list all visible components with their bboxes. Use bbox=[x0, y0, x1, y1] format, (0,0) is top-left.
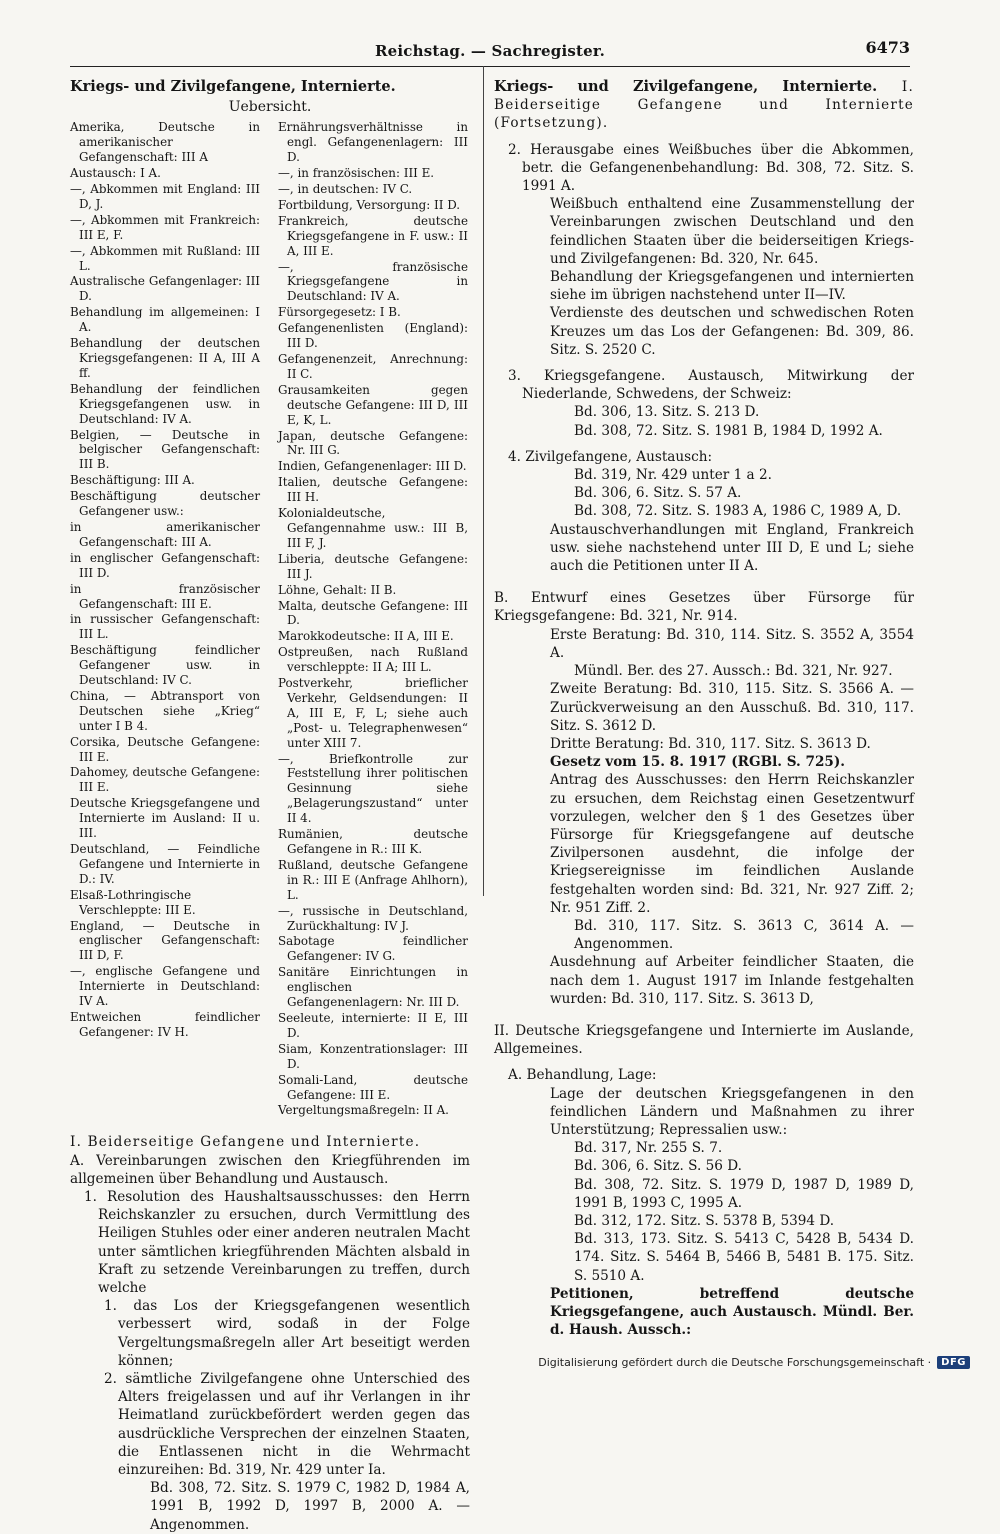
overview-entry: —, Abkommen mit England: III D, J. bbox=[70, 182, 260, 211]
index-entry: A. Vereinbarungen zwischen den Kriegführenden im allgemeinen über Behandlung und Austausch. bbox=[70, 1152, 470, 1187]
index-entry: Dritte Beratung: Bd. 310, 117. Sitz. S. 3613 D. bbox=[550, 735, 871, 752]
overview-entry: Dahomey, deutsche Gefangene: III E. bbox=[70, 765, 260, 795]
index-entry: 1. das Los der Kriegsgefangenen wesentlich verbessert wird, sodaß in der Folge Vergeltungsmaßregeln aller Art beseitigt werden können; bbox=[104, 1298, 470, 1369]
overview-entry: China, — Abtransport von Deutschen siehe „Krieg“ unter I B 4. bbox=[70, 688, 260, 733]
index-entry: Bd. 306, 6. Sitz. S. 56 D. bbox=[574, 1158, 742, 1175]
overview-entry: —, in deutschen: IV C. bbox=[278, 182, 413, 197]
index-entry: 2. Herausgabe eines Weißbuches über die Abkommen, betr. die Gefangenenbehandlung: Bd. 308, 72. Sitz. S. 1991 A. bbox=[508, 141, 914, 195]
index-entry: 1. Resolution des Haushaltsausschusses: den Herrn Reichskanzler zu ersuchen, durch Vermittlung des Heiligen Stuhles oder einer anderen neutralen Macht unter sämtlichen kriegführenden Mächten alsbald in Kraft zu setzende Vereinbarungen zu treffen, durch welche bbox=[84, 1188, 470, 1296]
right-column bbox=[494, 78, 914, 1339]
index-entry: Antrag des Ausschusses: den Herrn Reichskanzler zu ersuchen, dem Reichstag einen Gesetzentwurf vorzulegen, welcher den § 1 des Gesetzes über Fürsorge für Kriegsgefangene auf deutsche Zivilpersonen ausdehnt, die infolge der Kriegsereignisse im feindlichen Auslande festgehalten worden sind: Bd. 321, Nr. 927 Ziff. 2; Nr. 951 Ziff. 2. bbox=[550, 772, 914, 916]
continued-heading-bold: Kriegs- und Zivilgefangene, Internierte. bbox=[494, 78, 878, 95]
overview-entry: Marokkodeutsche: II A, III E. bbox=[278, 629, 454, 644]
overview-index bbox=[70, 120, 470, 1119]
overview-entry: Deutsche Kriegsgefangene und Internierte im Ausland: II u. III. bbox=[70, 796, 260, 841]
overview-entry: Indien, Gefangenenlager: III D. bbox=[278, 459, 467, 474]
overview-entry: Ernährungsverhältnisse in engl. Gefangenenlagern: III D. bbox=[278, 120, 468, 165]
index-entry: Ausdehnung auf Arbeiter feindlicher Staaten, die nach dem 1. August 1917 im Inlande festgehalten wurden: Bd. 310, 117. Sitz. S. 3613 D, bbox=[550, 954, 914, 1007]
index-entry: Weißbuch enthaltend eine Zusammenstellung der Vereinbarungen zwischen Deutschland und den feindlichen Staaten über die beiderseitigen Kriegs- und Zivilgefangenen: Bd. 320, Nr. 645. bbox=[550, 196, 914, 267]
index-entry: Bd. 308, 72. Sitz. S. 1979 D, 1987 D, 1989 D, 1991 B, 1993 C, 1995 A. bbox=[574, 1176, 914, 1211]
continued-heading bbox=[494, 78, 914, 133]
overview-entry: Behandlung der feindlichen Kriegsgefangenen usw. in Deutschland: IV A. bbox=[70, 381, 260, 426]
page-header bbox=[70, 34, 910, 64]
continued-heading-rest: I. Beiderseitige Gefangene und Internierte (Fortsetzung). bbox=[494, 79, 914, 132]
left-body bbox=[70, 1133, 470, 1533]
index-entry: Bd. 306, 13. Sitz. S. 213 D. bbox=[574, 404, 760, 421]
index-entry: Zweite Beratung: Bd. 310, 115. Sitz. S. 3566 A. — Zurückverweisung an den Ausschuß. Bd. 310, 117. Sitz. S. 3612 D. bbox=[550, 681, 914, 734]
index-entry: A. Behandlung, Lage: bbox=[508, 1067, 657, 1084]
right-body bbox=[494, 141, 914, 1340]
index-entry: Bd. 319, Nr. 429 unter 1 a 2. bbox=[574, 467, 772, 484]
overview-entry: Sanitäre Einrichtungen in englischen Gefangenenlagern: Nr. III D. bbox=[278, 965, 468, 1010]
overview-entry: Gefangenenzeit, Anrechnung: II C. bbox=[278, 352, 468, 381]
overview-entry: Austausch: I A. bbox=[70, 166, 161, 181]
overview-entry: Gefangenenlisten (England): III D. bbox=[278, 321, 468, 351]
overview-entry: Sabotage feindlicher Gefangener: IV G. bbox=[278, 934, 468, 964]
overview-entry: Rumänien, deutsche Gefangene in R.: III K. bbox=[278, 827, 468, 856]
overview-entry: Behandlung im allgemeinen: I A. bbox=[70, 305, 260, 335]
overview-entry: Behandlung der deutschen Kriegsgefangenen: II A, III A ff. bbox=[70, 336, 260, 380]
index-entry: Bd. 312, 172. Sitz. S. 5378 B, 5394 D. bbox=[574, 1212, 835, 1229]
overview-entry: Beschäftigung deutscher Gefangener usw.: bbox=[70, 489, 260, 519]
overview-entry: Amerika, Deutsche in amerikanischer Gefangenschaft: III A bbox=[70, 120, 260, 165]
overview-entry: Entweichen feindlicher Gefangener: IV H. bbox=[70, 1009, 260, 1039]
footer-credit bbox=[538, 1356, 970, 1369]
index-entry: I. Beiderseitige Gefangene und Internierte. bbox=[70, 1134, 421, 1151]
overview-entry: —, Abkommen mit Rußland: III L. bbox=[70, 243, 260, 273]
overview-entry: Liberia, deutsche Gefangene: III J. bbox=[278, 551, 468, 581]
index-entry: 4. Zivilgefangene, Austausch: bbox=[508, 448, 713, 465]
overview-entry: —, Abkommen mit Frankreich: III E, F. bbox=[70, 212, 260, 242]
index-entry: Mündl. Ber. des 27. Aussch.: Bd. 321, Nr. 927. bbox=[574, 663, 893, 680]
index-entry: Lage der deutschen Kriegsgefangenen in den feindlichen Ländern und Maßnahmen zu ihrer Unterstützung; Repressalien usw.: bbox=[550, 1085, 914, 1138]
index-entry: Bd. 308, 72. Sitz. S. 1981 B, 1984 D, 1992 A. bbox=[574, 422, 883, 439]
index-entry: II. Deutsche Kriegsgefangene und Internierte im Auslande, Allgemeines. bbox=[494, 1022, 914, 1058]
index-entry: Bd. 306, 6. Sitz. S. 57 A. bbox=[574, 485, 742, 502]
overview-entry: Beschäftigung: III A. bbox=[70, 473, 195, 488]
overview-entry: Belgien, — Deutsche in belgischer Gefangenschaft: III B. bbox=[70, 427, 260, 472]
column-divider bbox=[483, 66, 484, 896]
index-entry: Bd. 317, Nr. 255 S. 7. bbox=[574, 1140, 723, 1157]
overview-entry: Italien, deutsche Gefangene: III H. bbox=[278, 475, 468, 505]
overview-entry: in amerikanischer Gefangenschaft: III A. bbox=[70, 519, 260, 549]
overview-entry: in russischer Gefangenschaft: III L. bbox=[70, 612, 260, 642]
index-entry: Bd. 308, 72. Sitz. S. 1983 A, 1986 C, 1989 A, D. bbox=[574, 503, 902, 520]
overview-entry: Ostpreußen, nach Rußland verschleppte: II A; III L. bbox=[278, 645, 468, 675]
index-entry: Bd. 313, 173. Sitz. S. 5413 C, 5428 B, 5434 D. 174. Sitz. S. 5464 B, 5466 B, 5481 B. 175. Sitz. S. 5510 A. bbox=[574, 1231, 914, 1284]
overview-entry: Malta, deutsche Gefangene: III D. bbox=[278, 598, 468, 628]
index-entry: 3. Kriegsgefangene. Austausch, Mitwirkung der Niederlande, Schwedens, der Schweiz: bbox=[508, 368, 914, 403]
index-entry: Erste Beratung: Bd. 310, 114. Sitz. S. 3552 A, 3554 A. bbox=[550, 626, 914, 661]
overview-entry: in französischer Gefangenschaft: III E. bbox=[70, 581, 260, 611]
overview-entry: —, Briefkontrolle zur Feststellung ihrer politischen Gesinnung siehe „Belagerungszustand“ unter II 4. bbox=[278, 751, 468, 826]
index-entry: Petitionen, betreffend deutsche Kriegsgefangene, auch Austausch. Mündl. Ber. d. Haush. Aussch.: bbox=[550, 1285, 914, 1339]
overview-entry: —, englische Gefangene und Internierte in Deutschland: IV A. bbox=[70, 964, 260, 1009]
overview-entry: Kolonialdeutsche, Gefangennahme usw.: III B, III F, J. bbox=[278, 506, 468, 550]
overview-entry: Beschäftigung feindlicher Gefangener usw. in Deutschland: IV C. bbox=[70, 643, 260, 688]
overview-entry: Seeleute, internierte: II E, III D. bbox=[278, 1010, 468, 1040]
overview-entry: Elsaß-Lothringische Verschleppte: III E. bbox=[70, 887, 196, 917]
overview-entry: Vergeltungsmaßregeln: II A. bbox=[278, 1103, 449, 1118]
overview-entry: Postverkehr, brieflicher Verkehr, Geldsendungen: II A, III E, F, L; siehe auch „Post- u. Telegraphenwesen“ unter XIII 7. bbox=[278, 676, 468, 750]
index-entry: B. Entwurf eines Gesetzes über Fürsorge für Kriegsgefangene: Bd. 321, Nr. 914. bbox=[494, 590, 914, 625]
running-title: Reichstag. — Sachregister. bbox=[374, 42, 606, 60]
overview-entry: —, russische in Deutschland, Zurückhaltung: IV J. bbox=[278, 903, 468, 933]
overview-label: Uebersicht. bbox=[228, 99, 312, 116]
overview-entry: Frankreich, deutsche Kriegsgefangene in F. usw.: II A, III E. bbox=[278, 213, 468, 258]
overview-entry: England, — Deutsche in englischer Gefangenschaft: III D, F. bbox=[70, 918, 260, 963]
index-entry: Austauschverhandlungen mit England, Frankreich usw. siehe nachstehend unter III D, E und L; siehe auch die Petitionen unter II A. bbox=[550, 521, 914, 575]
overview-entry: —, in französischen: III E. bbox=[278, 166, 435, 181]
index-entry: Bd. 310, 117. Sitz. S. 3613 C, 3614 A. — Angenommen. bbox=[574, 917, 914, 953]
overview-entry: Somali-Land, deutsche Gefangene: III E. bbox=[278, 1072, 468, 1102]
overview-entry: Deutschland, — Feindliche Gefangene und Internierte in D.: IV. bbox=[70, 842, 260, 886]
overview-entry: Grausamkeiten gegen deutsche Gefangene: III D, III E, K, L. bbox=[278, 382, 468, 427]
overview-column-1 bbox=[70, 120, 260, 1119]
left-column bbox=[70, 78, 470, 1534]
overview-entry: Rußland, deutsche Gefangene in R.: III E (Anfrage Ahlhorn), L. bbox=[278, 857, 468, 902]
overview-entry: Siam, Konzentrationslager: III D. bbox=[278, 1041, 468, 1071]
page-number: 6473 bbox=[865, 38, 910, 57]
overview-entry: —, französische Kriegsgefangene in Deutschland: IV A. bbox=[278, 259, 468, 304]
dfg-logo: DFG bbox=[937, 1356, 970, 1369]
header-rule bbox=[70, 66, 910, 67]
overview-entry: in englischer Gefangenschaft: III D. bbox=[70, 550, 260, 580]
overview-entry: Australische Gefangenlager: III D. bbox=[70, 274, 260, 304]
overview-entry: Löhne, Gehalt: II B. bbox=[278, 582, 397, 597]
overview-entry: Corsika, Deutsche Gefangene: III E. bbox=[70, 734, 260, 764]
section-title: Kriegs- und Zivilgefangene, Internierte. bbox=[70, 78, 396, 95]
index-entry: Bd. 308, 72. Sitz. S. 1979 C, 1982 D, 1984 A, 1991 B, 1992 D, 1997 B, 2000 A. — Angenommen. bbox=[150, 1480, 470, 1533]
footer-text: Digitalisierung gefördert durch die Deutsche Forschungsgemeinschaft · bbox=[538, 1356, 932, 1369]
overview-entry: Japan, deutsche Gefangene: Nr. III G. bbox=[278, 428, 468, 458]
index-entry: 2. sämtliche Zivilgefangene ohne Unterschied des Alters freigelassen und auf ihr Verlangen in ihr Heimatland zurückbefördert werden gegen das ausdrückliche Versprechen der einzelnen Staaten, die Entlassenen nicht in die Wehrmacht einzureihen: Bd. 319, Nr. 429 unter Ia. bbox=[104, 1370, 470, 1478]
overview-column-2 bbox=[278, 120, 468, 1119]
index-entry: Gesetz vom 15. 8. 1917 (RGBl. S. 725). bbox=[550, 754, 846, 771]
index-entry: Verdienste des deutschen und schwedischen Roten Kreuzes um das Los der Gefangenen: Bd. 309, 86. Sitz. S. 2520 C. bbox=[550, 305, 914, 358]
overview-entry: Fürsorgegesetz: I B. bbox=[278, 305, 401, 320]
index-entry: Behandlung der Kriegsgefangenen und internierten siehe im übrigen nachstehend unter II—IV. bbox=[550, 269, 914, 304]
overview-entry: Fortbildung, Versorgung: II D. bbox=[278, 197, 461, 212]
